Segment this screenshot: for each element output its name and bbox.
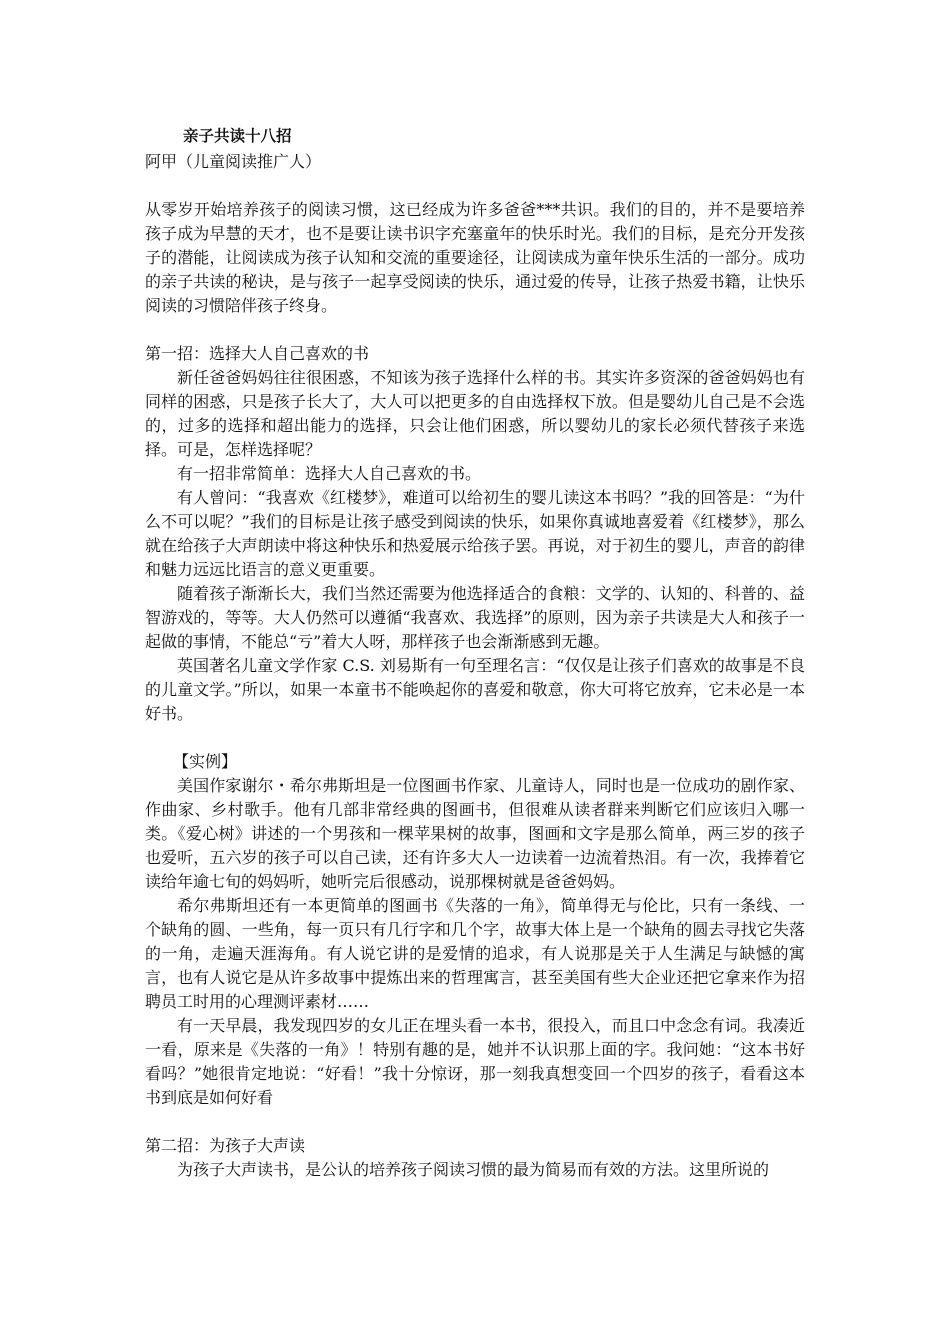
- blank-line: [145, 174, 805, 198]
- blank-line: [145, 1110, 805, 1134]
- section-1-paragraph-1: 新任爸爸妈妈往往很困惑，不知该为孩子选择什么样的书。其实许多资深的爸爸妈妈也有同样的困惑，只是孩子长大了，大人可以把更多的自由选择权下放。但是婴幼儿自己是不会选的，过多的选择和超出能力的选择，只会让他们困惑，所以婴幼儿的家长必须代替孩子来选择。可是，怎样选择呢？: [145, 368, 805, 459]
- example-paragraph-1: 美国作家谢尔・希尔弗斯坦是一位图画书作家、儿童诗人，同时也是一位成功的剧作家、作曲家、乡村歌手。他有几部非常经典的图画书，但很难从读者群来判断它们应该归入哪一类。《爱心树》讲述的一个男孩和一棵苹果树的故事，图画和文字是那么简单，两三岁的孩子也爱听，五六岁的孩子可以自己读，还有许多大人一边读着一边流着热泪。有一次，我捧着它读给年逾七旬的妈妈听，她听完后很感动，说那棵树就是爸爸妈妈。: [145, 776, 805, 891]
- section-1-paragraph-5: 英国著名儿童文学作家 C.S. 刘易斯有一句至理名言：“仅仅是让孩子们喜欢的故事是不良的儿童文学。”所以，如果一本童书不能唤起你的喜爱和敬意，你大可将它放弃，它未必是一本好书。: [145, 656, 805, 723]
- example-paragraph-2: 希尔弗斯坦还有一本更简单的图画书《失落的一角》，简单得无与伦比，只有一条线、一个缺角的圆、一些角，每一页只有几行字和几个字，故事大体上是一个缺角的圆去寻找它失落的一角，走遍天涯海角。有人说它讲的是爱情的追求，有人说那是关于人生满足与缺憾的寓言，也有人说它是从许多故事中提炼出来的哲理寓言，甚至美国有些大企业还把它拿来作为招聘员工时用的心理测评素材……: [145, 896, 805, 1011]
- example-label: 【实例】: [173, 752, 238, 771]
- blank-line: [145, 318, 805, 342]
- section-1-paragraph-4: 随着孩子渐渐长大，我们当然还需要为他选择适合的食粮：文学的、认知的、科普的、益智游戏的，等等。大人仍然可以遵循“我喜欢、我选择”的原则，因为亲子共读是大人和孩子一起做的事情，不能总“亏”着大人呀，那样孩子也会渐渐感到无趣。: [145, 584, 805, 651]
- section-1-heading: 第一招：选择大人自己喜欢的书: [145, 344, 370, 363]
- blank-line: [145, 726, 805, 750]
- section-2-heading: 第二招：为孩子大声读: [145, 1136, 306, 1155]
- example-paragraph-3: 有一天早晨，我发现四岁的女儿正在埋头看一本书，很投入，而且口中念念有词。我凑近一看，原来是《失落的一角》！特别有趣的是，她并不认识那上面的字。我问她：“这本书好看吗？”她很肯定地说：“好看！”我十分惊讶，那一刻我真想变回一个四岁的孩子，看看这本书到底是如何好看: [145, 1016, 805, 1107]
- document-author: 阿甲（儿童阅读推广人）: [145, 152, 322, 171]
- section-1-paragraph-3: 有人曾问：“我喜欢《红楼梦》，难道可以给初生的婴儿读这本书吗？”我的回答是：“为什么不可以呢？”我们的目标是让孩子感受到阅读的快乐，如果你真诚地喜爱着《红楼梦》，那么就在给孩子大声朗读中将这种快乐和热爱展示给孩子罢。再说，对于初生的婴儿，声音的韵律和魅力远远比语言的意义更重要。: [145, 488, 805, 579]
- intro-paragraph: 从零岁开始培养孩子的阅读习惯，这已经成为许多爸爸***共识。我们的目的，并不是要培养孩子成为早慧的天才，也不是要让读书识字充塞童年的快乐时光。我们的目标，是充分开发孩子的潜能，让阅读成为孩子认知和交流的重要途径，让阅读成为童年快乐生活的一部分。成功的亲子共读的秘诀，是与孩子一起享受阅读的快乐，通过爱的传导，让孩子热爱书籍，让快乐阅读的习惯陪伴孩子终身。: [145, 200, 805, 315]
- document-body: [145, 122, 805, 1182]
- document-title: 亲子共读十八招: [183, 127, 292, 145]
- section-1-paragraph-2: 有一招非常简单：选择大人自己喜欢的书。: [177, 464, 482, 483]
- section-2-paragraph-1: 为孩子大声读书，是公认的培养孩子阅读习惯的最为简易而有效的方法。这里所说的: [177, 1160, 770, 1179]
